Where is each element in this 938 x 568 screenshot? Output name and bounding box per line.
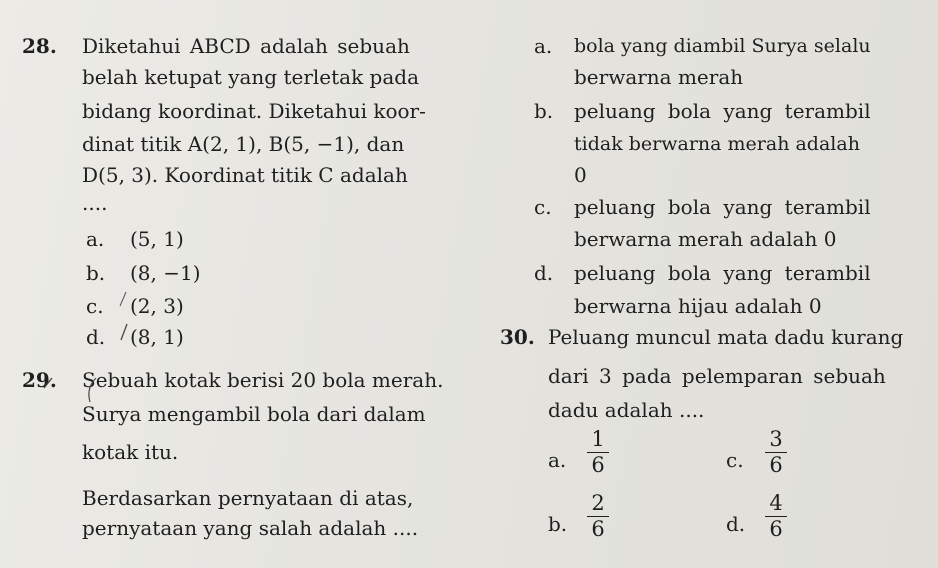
q29-option-a-line-1: bola yang diambil Surya selalu <box>574 35 871 57</box>
q30-option-c-denominator: 6 <box>769 453 783 477</box>
q28-option-d-letter: d. <box>86 325 106 349</box>
q29-option-a-line-2: berwarna merah <box>574 65 744 89</box>
q29-option-c-line-2: berwarna merah adalah 0 <box>574 227 837 251</box>
q28-option-c-letter: c. <box>86 294 104 318</box>
q30-number: 30. <box>500 325 535 349</box>
q29-option-d-line-1: peluang bola yang terambil <box>574 261 871 285</box>
q29-option-b-letter: b. <box>534 99 554 123</box>
q30-option-a-numerator: 1 <box>591 427 605 451</box>
q29-option-b-line-1: peluang bola yang terambil <box>574 99 871 123</box>
q29-option-c-letter: c. <box>534 195 552 219</box>
q28-line-2: belah ketupat yang terletak pada <box>82 65 420 89</box>
q28-option-d-text: (8, 1) <box>130 325 184 349</box>
q29-line-2: Surya mengambil bola dari dalam <box>82 402 426 426</box>
q28-line-3: bidang koordinat. Diketahui koor- <box>82 99 426 123</box>
q29-line-4: Berdasarkan pernyataan di atas, <box>82 486 414 510</box>
q30-option-d-letter: d. <box>726 512 746 536</box>
q30-option-c-letter: c. <box>726 448 744 472</box>
q29-line-1: Sebuah kotak berisi 20 bola merah. <box>82 368 444 392</box>
q30-option-c-numerator: 3 <box>769 427 783 451</box>
pencil-stroke-mark <box>120 292 126 306</box>
q30-option-b-numerator: 2 <box>591 491 605 515</box>
q28-number: 28. <box>22 34 57 58</box>
q30-option-a-letter: a. <box>548 448 567 472</box>
q29-option-b-line-2: tidak berwarna merah adalah <box>574 133 860 155</box>
q28-line-1: Diketahui ABCD adalah sebuah <box>82 34 410 58</box>
q30-option-b-denominator: 6 <box>591 517 605 541</box>
q30-line-3: dadu adalah .... <box>548 398 705 422</box>
q30-option-d-denominator: 6 <box>769 517 783 541</box>
q29-option-d-line-2: berwarna hijau adalah 0 <box>574 294 822 318</box>
q29-option-a-letter: a. <box>534 34 553 58</box>
q30-option-b-letter: b. <box>548 512 568 536</box>
q28-option-a-text: (5, 1) <box>130 227 184 251</box>
q30-line-2: dari 3 pada pelemparan sebuah <box>548 364 886 388</box>
q28-option-c-text: (2, 3) <box>130 294 184 318</box>
q30-option-a-denominator: 6 <box>591 453 605 477</box>
q28-line-6: .... <box>82 191 108 215</box>
q29-number: 29. <box>22 368 57 392</box>
q29-line-5: pernyataan yang salah adalah .... <box>82 516 419 540</box>
q28-option-a-letter: a. <box>86 227 105 251</box>
q29-option-d-letter: d. <box>534 261 554 285</box>
q30-line-1: Peluang muncul mata dadu kurang <box>548 325 904 349</box>
q29-option-b-line-3: 0 <box>574 163 587 187</box>
q28-option-b-letter: b. <box>86 261 106 285</box>
q29-option-c-line-1: peluang bola yang terambil <box>574 195 871 219</box>
pencil-tick-mark <box>121 324 127 340</box>
q28-line-5: D(5, 3). Koordinat titik C adalah <box>82 163 408 187</box>
q28-line-4: dinat titik A(2, 1), B(5, −1), dan <box>82 132 405 156</box>
q29-line-3: kotak itu. <box>82 440 179 464</box>
q30-option-d-numerator: 4 <box>769 491 783 515</box>
q28-option-b-text: (8, −1) <box>130 261 201 285</box>
pencil-slash-mark <box>44 378 52 388</box>
pencil-curve-mark <box>89 378 96 402</box>
